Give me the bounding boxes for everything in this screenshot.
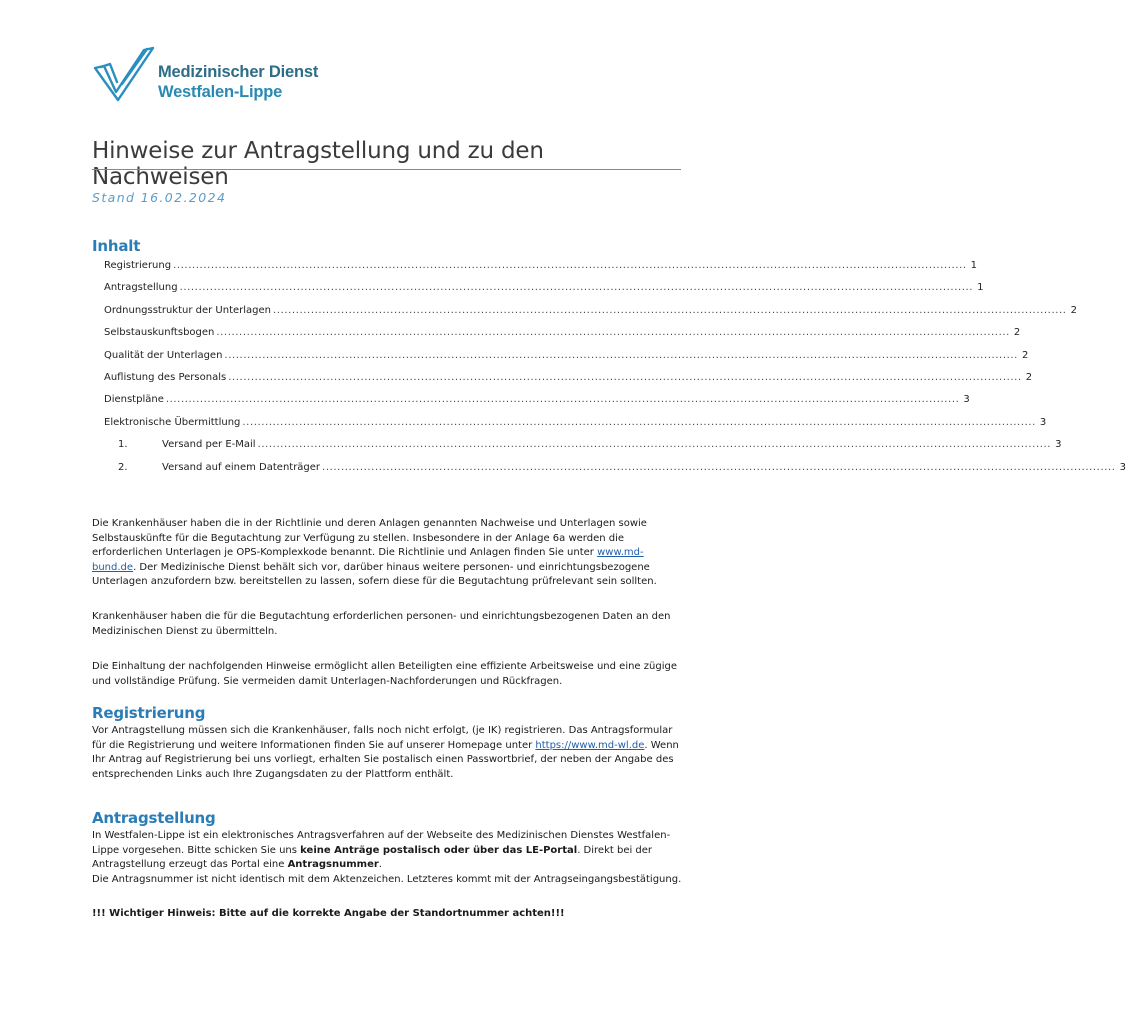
toc-item-label: Qualität der Unterlagen	[104, 349, 223, 361]
toc-heading: Inhalt	[92, 237, 141, 255]
intro-text-continued: . Der Medizinische Dienst behält sich vor, darüber hinaus weitere personen- und einrichtungsbezogene Unterlagen anzufordern bzw. bereitstellen zu lassen, sofern diese für die Begutachtung prüfrelevant sein sollten.	[92, 561, 657, 588]
toc-leader: ..................................................................................................................................................................................................................	[173, 260, 967, 271]
intro-paragraph-2: Krankenhäuser haben die für die Begutachtung erforderlichen personen- und einrichtungsbezogenen Daten an den Medizinischen Dienst zu übermitteln.	[92, 611, 671, 637]
toc-item-label: Versand per E-Mail	[162, 439, 256, 451]
antragstellung-line-2: Die Antragsnummer ist nicht identisch mit dem Aktenzeichen. Letzteres kommt mit der Antragseingangsbestätigung.	[92, 873, 682, 885]
intro-text: Die Krankenhäuser haben die in der Richtlinie und deren Anlagen genannten Nachweise und Unterlagen sowie Selbstauskünfte für die Begutachtung zur Verfügung zu stellen. Insbesondere in der Anlage 6a werden die erforderlichen Unterlagen je OPS-Komplexkode benannt. Die Richtlinie und Anlagen finden Sie unter	[92, 518, 647, 559]
toc-item-label: Registrierung	[104, 260, 172, 271]
toc-item-label: Antragstellung	[104, 282, 178, 294]
table-of-contents	[104, 260, 1126, 484]
antragstellung-text-c: .	[378, 859, 382, 871]
toc-item-registrierung[interactable]	[104, 260, 977, 282]
toc-item-label: Versand auf einem Datenträger	[162, 461, 321, 473]
toc-item-dienstplaene[interactable]	[104, 394, 970, 416]
hinweis-text: !!! Wichtiger Hinweis: Bitte auf die korrekte Angabe der Standortnummer achten!!!	[92, 908, 565, 919]
toc-page-number: 2	[1013, 327, 1021, 339]
document-title: Hinweise zur Antragstellung und zu den Nachweisen	[92, 138, 544, 190]
toc-item-label: Dienstpläne	[104, 394, 164, 406]
section-heading-antragstellung: Antragstellung	[92, 809, 216, 827]
title-divider	[92, 169, 681, 170]
toc-leader: ..................................................................................................................................................................................................................	[216, 327, 1010, 339]
toc-leader: ..................................................................................................................................................................................................................	[228, 371, 1022, 383]
toc-item-number: 1.	[118, 439, 128, 451]
registrierung-text-a: Vor Antragstellung müssen sich die Krankenhäuser, falls noch nicht erfolgt, (je IK) registrieren. Das Antragsformular für die Registrierung und weitere Informationen finden Sie auf unserer Homepage unter	[92, 725, 673, 751]
toc-page-number: 3	[1119, 461, 1126, 473]
toc-page-number: 2	[1070, 304, 1077, 316]
wichtiger-hinweis	[92, 907, 682, 922]
registrierung-text-b: . Wenn Ihr Antrag auf Registrierung bei uns vorliegt, erhalten Sie postalisch einen Passwortbrief, der neben der Angabe des entsprechenden Links auch Ihre Zugangsdaten zu der Plattform enthält.	[92, 739, 679, 780]
toc-leader: ..................................................................................................................................................................................................................	[179, 282, 974, 294]
toc-leader: ..................................................................................................................................................................................................................	[322, 461, 1116, 473]
toc-item-uebermittlung[interactable]	[104, 416, 1047, 439]
md-logo	[92, 44, 332, 104]
toc-page-number: 3	[1039, 416, 1047, 428]
toc-page-number: 3	[1055, 439, 1062, 451]
toc-item-selbstauskunftsbogen[interactable]	[104, 327, 1021, 349]
logo-line-2: Westfalen-Lippe	[158, 83, 283, 101]
toc-leader: ..................................................................................................................................................................................................................	[224, 349, 1018, 361]
toc-page-number: 1	[970, 260, 977, 271]
md-bund-link[interactable]: www.md-bund.de	[92, 547, 644, 573]
antragstellung-bold-1: keine Anträge postalisch oder über das LE-Portal	[300, 844, 578, 856]
toc-page-number: 2	[1021, 349, 1029, 361]
logo-wordmark	[158, 62, 318, 102]
md-wl-link[interactable]: https://www.md-wl.de	[535, 739, 645, 751]
toc-item-number: 2.	[118, 461, 128, 473]
antragstellung-bold-2: Antragsnummer	[287, 859, 379, 871]
toc-page-number: 2	[1025, 371, 1033, 383]
toc-leader: ..................................................................................................................................................................................................................	[257, 439, 1052, 451]
section-heading-registrierung: Registrierung	[92, 704, 206, 722]
toc-item-datentraeger[interactable]	[104, 461, 1126, 484]
toc-page-number: 3	[963, 394, 970, 406]
toc-leader: ..................................................................................................................................................................................................................	[242, 416, 1036, 428]
toc-item-label: Selbstauskunftsbogen	[104, 327, 215, 339]
toc-leader: ..................................................................................................................................................................................................................	[273, 304, 1067, 316]
checkmark-logo-icon	[92, 44, 156, 102]
toc-item-antragstellung[interactable]	[104, 282, 984, 304]
antragstellung-text-a: In Westfalen-Lippe ist ein elektronisches Antragsverfahren auf der Webseite des Medizinischen Dienstes Westfalen-Lippe vorgesehen. Bitte schicken Sie uns	[92, 830, 671, 856]
toc-item-email[interactable]	[104, 439, 1062, 461]
toc-item-label: Elektronische Übermittlung	[104, 416, 241, 428]
toc-leader: ..................................................................................................................................................................................................................	[165, 394, 960, 406]
antragstellung-text-b: . Direkt bei der Antragstellung erzeugt das Portal eine	[92, 844, 653, 871]
toc-item-qualitaet[interactable]	[104, 349, 1029, 372]
antragstellung-text	[92, 829, 682, 887]
toc-item-label: Auflistung des Personals	[104, 371, 227, 383]
registrierung-text	[92, 724, 682, 782]
toc-item-personal[interactable]	[104, 371, 1033, 394]
toc-page-number: 1	[977, 282, 984, 294]
logo-line-1: Medizinischer Dienst	[158, 63, 319, 81]
intro-paragraph-1	[92, 517, 682, 590]
intro-paragraph-3: Die Einhaltung der nachfolgenden Hinweise ermöglicht allen Beteiligten eine effiziente Arbeitsweise und eine zügige und vollständige Prüfung. Sie vermeiden damit Unterlagen-Nachforderungen und Rückfragen.	[92, 661, 677, 687]
stand-date: Stand 16.02.2024	[92, 190, 227, 205]
toc-item-label: Ordnungsstruktur der Unterlagen	[104, 304, 272, 316]
toc-item-ordnungsstruktur[interactable]	[104, 304, 1077, 327]
